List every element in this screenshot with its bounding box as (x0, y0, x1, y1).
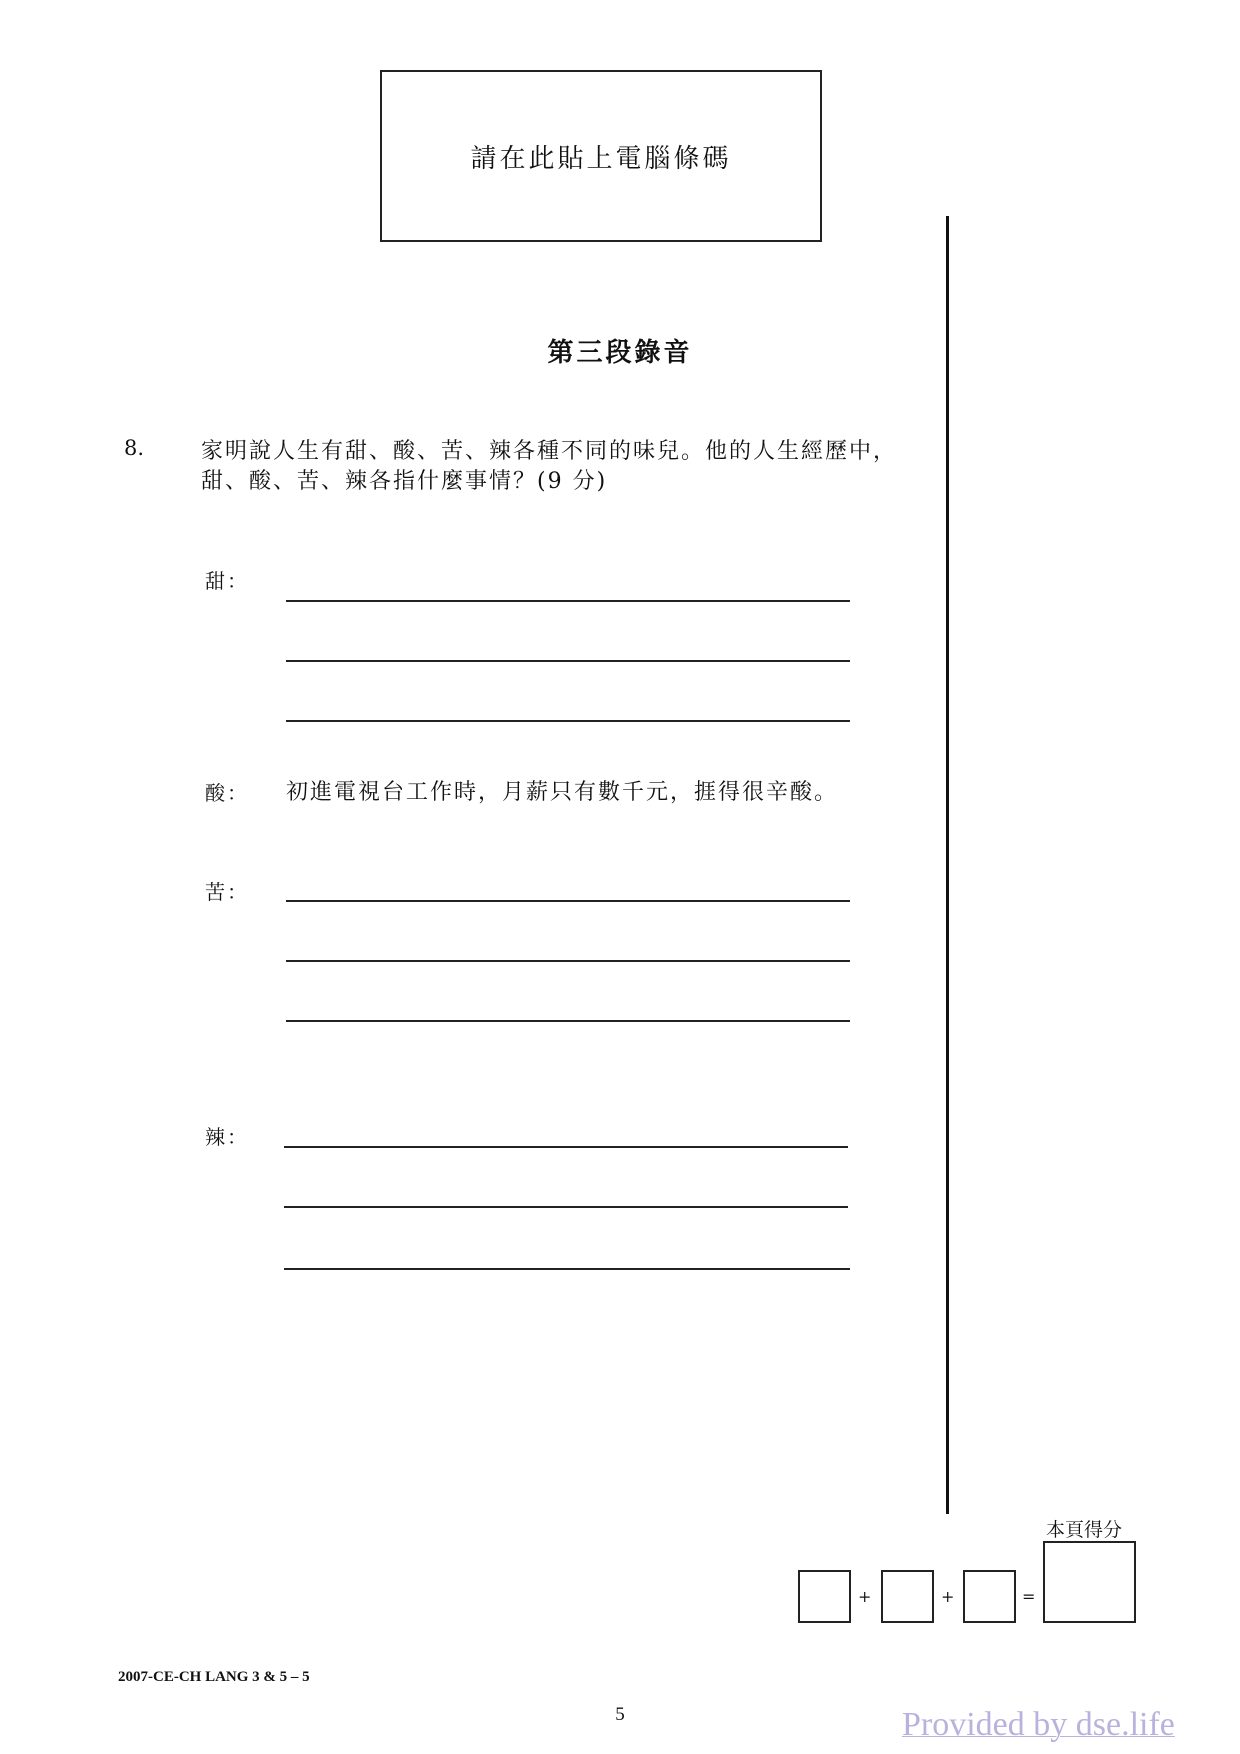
watermark-link[interactable]: Provided by dse.life (902, 1706, 1175, 1743)
bitter-answer-line-3[interactable] (286, 1020, 850, 1022)
question-text-line-1: 家明說人生有甜、酸、苦、辣各種不同的味兒。他的人生經歷中， (201, 439, 898, 464)
bitter-label: 苦： (205, 880, 249, 904)
sour-answer-text: 初進電視台工作時，月薪只有數千元，捱得很辛酸。 (286, 780, 839, 805)
spicy-answer-line-2[interactable] (284, 1206, 848, 1208)
plus-sign-2: + (941, 1587, 955, 1606)
score-box-2[interactable] (881, 1570, 934, 1623)
barcode-box (380, 70, 822, 242)
question-text-line-2: 甜、酸、苦、辣各指什麼事情？(9 分) (201, 469, 608, 494)
section-title: 第三段錄音 (547, 338, 693, 368)
sour-label: 酸： (205, 781, 249, 805)
score-box-3[interactable] (963, 1570, 1016, 1623)
spicy-label: 辣： (205, 1125, 249, 1149)
barcode-label: 請在此貼上電腦條碼 (470, 143, 732, 174)
question-number: 8. (124, 436, 145, 460)
page-number: 5 (615, 1704, 625, 1725)
margin-line (946, 216, 949, 1514)
equals-sign: = (1022, 1587, 1036, 1606)
score-box-1[interactable] (798, 1570, 851, 1623)
bitter-answer-line-1[interactable] (286, 900, 850, 902)
plus-sign-1: + (858, 1587, 872, 1606)
spicy-answer-line-3[interactable] (284, 1268, 850, 1270)
paper-code: 2007-CE-CH LANG 3 & 5 – 5 (118, 1669, 310, 1685)
sweet-answer-line-2[interactable] (286, 660, 850, 662)
sweet-answer-line-3[interactable] (286, 720, 850, 722)
sweet-answer-line-1[interactable] (286, 600, 850, 602)
page-total-score-box[interactable] (1043, 1541, 1136, 1623)
bitter-answer-line-2[interactable] (286, 960, 850, 962)
sweet-label: 甜： (205, 569, 249, 593)
score-label: 本頁得分 (1046, 1519, 1123, 1541)
spicy-answer-line-1[interactable] (284, 1146, 848, 1148)
